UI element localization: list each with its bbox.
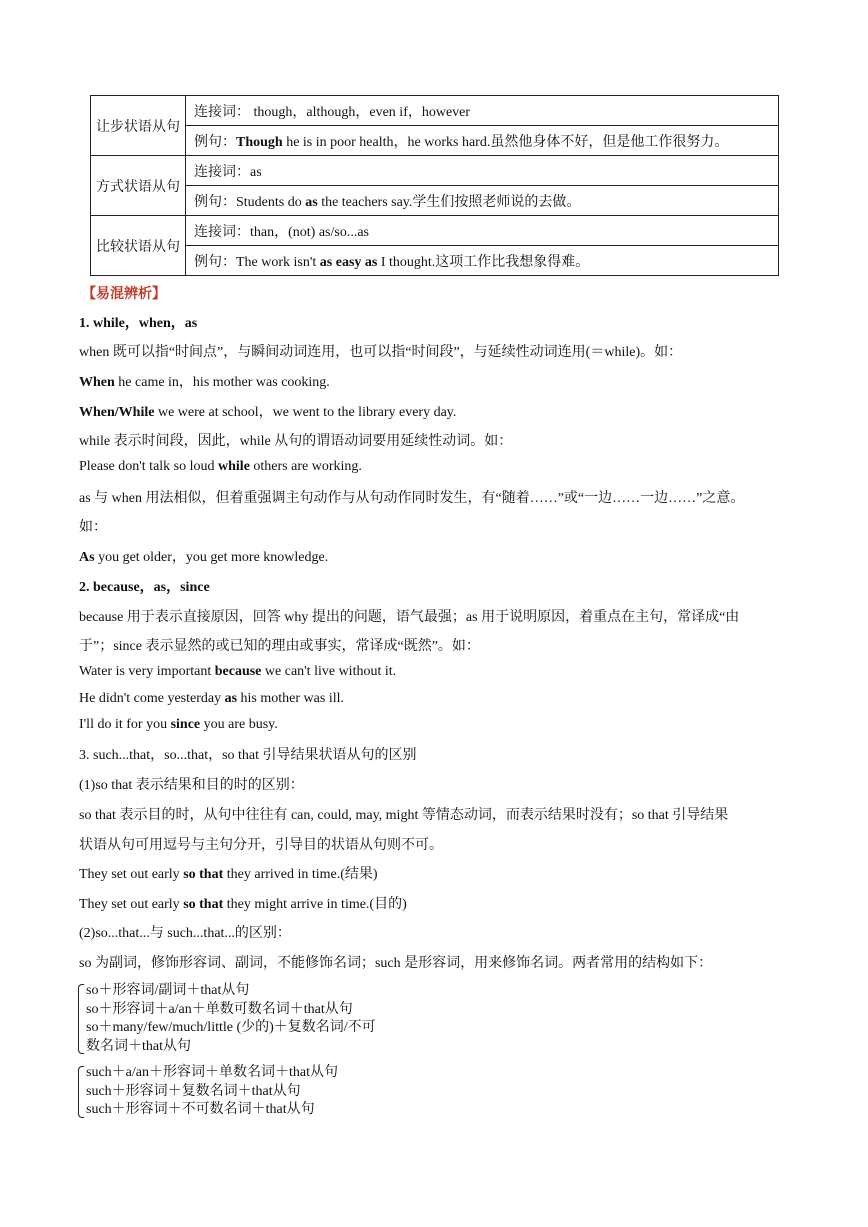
clause-type-cell: 比较状语从句 — [91, 216, 186, 276]
connectors-cell: 连接词： though，although，even if，however — [186, 96, 779, 126]
paragraph: so 为副词，修饰形容词、副词，不能修饰名词；such 是形容词，用来修饰名词。两者常用的结构如下： — [79, 956, 713, 971]
table-row — [91, 156, 779, 186]
clause-table — [90, 95, 779, 276]
structure-line: so＋many/few/much/little (少的)＋复数名词/不可 — [86, 1020, 376, 1035]
example-sentence: When/While we were at school，we went to the library every day. — [79, 405, 457, 420]
connectors-cell: 连接词：than，(not) as/so...as — [186, 216, 779, 246]
example-sentence: They set out early so that they arrived in time.(结果) — [79, 867, 378, 882]
example-sentence: I'll do it for you since you are busy. — [79, 717, 278, 732]
example-sentence: They set out early so that they might arrive in time.(目的) — [79, 897, 407, 912]
example-sentence: Please don't talk so loud while others are working. — [79, 459, 362, 474]
table-row — [91, 246, 779, 276]
example-cell: 例句：The work isn't as easy as I thought.这项工作比我想象得难。 — [186, 246, 779, 276]
paragraph: because 用于表示直接原因，回答 why 提出的问题，语气最强；as 用于说明原因，着重点在主句，常译成“由 — [79, 610, 740, 625]
clause-type-cell: 方式状语从句 — [91, 156, 186, 216]
brace-icon — [78, 1066, 84, 1118]
structure-line: so＋形容词/副词＋that从句 — [86, 983, 250, 998]
example-sentence: Water is very important because we can't live without it. — [79, 664, 397, 679]
such-structures — [78, 1064, 338, 1120]
table-row — [91, 96, 779, 126]
so-structures — [78, 982, 376, 1056]
structure-line: such＋形容词＋不可数名词＋that从句 — [86, 1102, 315, 1117]
heading-while-when-as: 1. while，when，as — [79, 316, 198, 331]
example-sentence: When he came in，his mother was cooking. — [79, 375, 330, 390]
paragraph: 状语从句可用逗号与主句分开，引导目的状语从句则不可。 — [79, 838, 443, 853]
connectors-cell: 连接词：as — [186, 156, 779, 186]
structure-line: such＋a/an＋形容词＋单数名词＋that从句 — [86, 1065, 338, 1080]
paragraph: so that 表示目的时，从句中往往有 can, could, may, might 等情态动词，而表示结果时没有；so that 引导结果 — [79, 808, 729, 823]
table-row — [91, 216, 779, 246]
paragraph: as 与 when 用法相似，但着重强调主句动作与从句动作同时发生，有“随着……”或“一边……一边……”之意。 — [79, 491, 745, 506]
brace-icon — [78, 984, 84, 1054]
table-row — [91, 126, 779, 156]
table-row — [91, 186, 779, 216]
clause-type-cell: 让步状语从句 — [91, 96, 186, 156]
paragraph: 如： — [79, 520, 107, 535]
structure-line: such＋形容词＋复数名词＋that从句 — [86, 1083, 301, 1099]
structure-line: 数名词＋that从句 — [86, 1038, 191, 1054]
section-title: 【易混辨析】 — [82, 287, 166, 302]
heading-such-so-that: 3. such...that，so...that，so that 引导结果状语从句的区别 — [79, 748, 417, 763]
paragraph: when 既可以指“时间点”，与瞬间动词连用，也可以指“时间段”，与延续性动词连用(＝while)。如： — [79, 345, 683, 360]
example-cell: 例句：Though he is in poor health，he works hard.虽然他身体不好，但是他工作很努力。 — [186, 126, 779, 156]
paragraph: 于”；since 表示显然的或已知的理由或事实，常译成“既然”。如： — [79, 639, 480, 654]
subheading: (2)so...that...与 such...that...的区别： — [79, 926, 291, 941]
structure-line: so＋形容词＋a/an＋单数可数名词＋that从句 — [86, 1001, 353, 1017]
heading-because-as-since: 2. because，as，since — [79, 580, 210, 595]
example-cell: 例句：Students do as the teachers say.学生们按照老师说的去做。 — [186, 186, 779, 216]
subheading: (1)so that 表示结果和目的时的区别： — [79, 778, 304, 793]
example-sentence: As you get older，you get more knowledge. — [79, 550, 329, 565]
paragraph: while 表示时间段，因此，while 从句的谓语动词要用延续性动词。如： — [79, 434, 513, 449]
example-sentence: He didn't come yesterday as his mother was ill. — [79, 691, 344, 706]
